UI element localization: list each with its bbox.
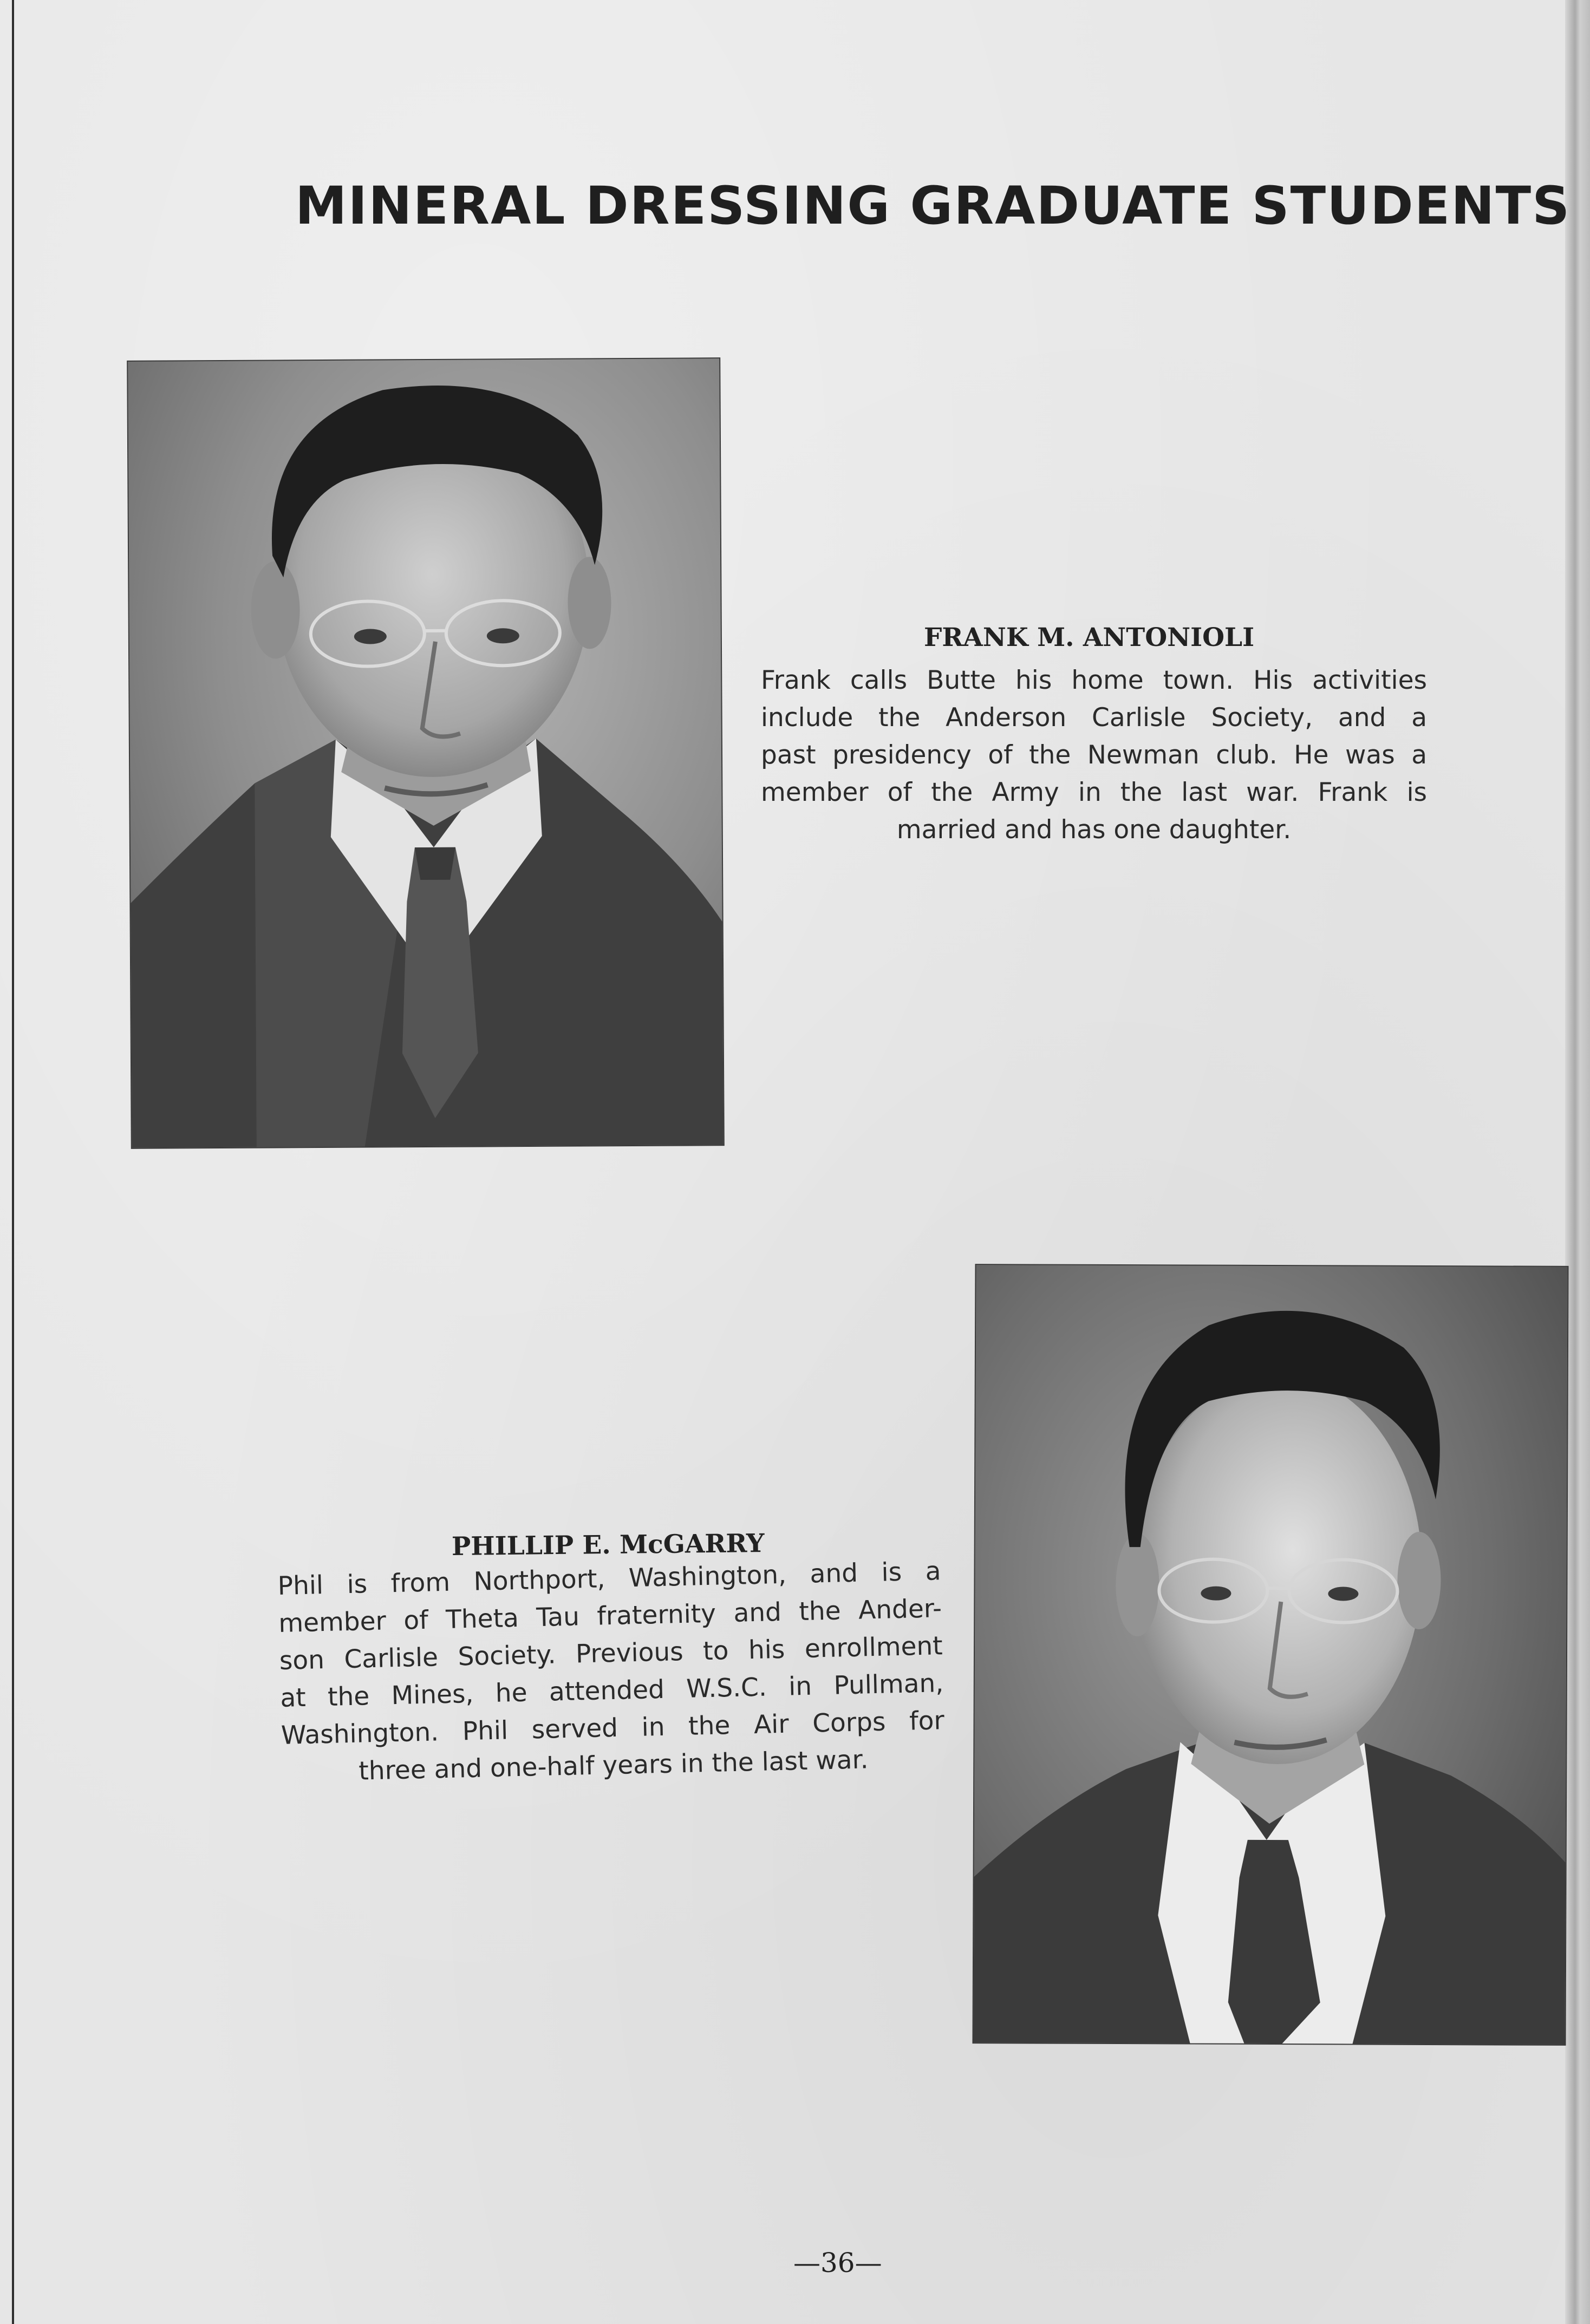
- student-bio-mcgarry: [277, 1552, 946, 1792]
- bio-line: member of Theta Tau fraternity and the Ander-: [278, 1594, 942, 1638]
- student-name-antonioli: FRANK M. ANTONIOLI: [924, 623, 1255, 652]
- bio-line: at the Mines, he attended W.S.C. in Pullman,: [279, 1668, 944, 1713]
- student-name-mcgarry: PHILLIP E. McGARRY: [451, 1528, 765, 1562]
- bio-line: member of the Army in the last war. Frank is: [761, 778, 1427, 807]
- bio-line: Washington. Phil served in the Air Corps for: [281, 1706, 945, 1751]
- portrait-photo-antonioli: [128, 358, 724, 1148]
- bio-line: son Carlisle Society. Previous to his enrollment: [279, 1631, 943, 1676]
- page-binding-edge: [1565, 0, 1590, 2324]
- portrait-illustration: [128, 358, 724, 1148]
- bio-line: include the Anderson Carlisle Society, and a: [761, 703, 1427, 733]
- portrait-illustration: [973, 1265, 1567, 2045]
- page-number: —36—: [793, 2247, 882, 2279]
- bio-line: married and has one daughter.: [896, 815, 1292, 845]
- portrait-photo-mcgarry: [973, 1265, 1567, 2045]
- bio-line: three and one-half years in the last war.: [358, 1745, 869, 1786]
- left-edge-rule: [12, 0, 14, 2324]
- bio-line: past presidency of the Newman club. He was a: [761, 740, 1427, 770]
- bio-line: Phil is from Northport, Washington, and is a: [277, 1556, 942, 1601]
- page-title: MINERAL DRESSING GRADUATE STUDENTS: [295, 175, 1571, 237]
- student-bio-antonioli: [761, 662, 1427, 848]
- bio-line: Frank calls Butte his home town. His activities: [761, 665, 1427, 695]
